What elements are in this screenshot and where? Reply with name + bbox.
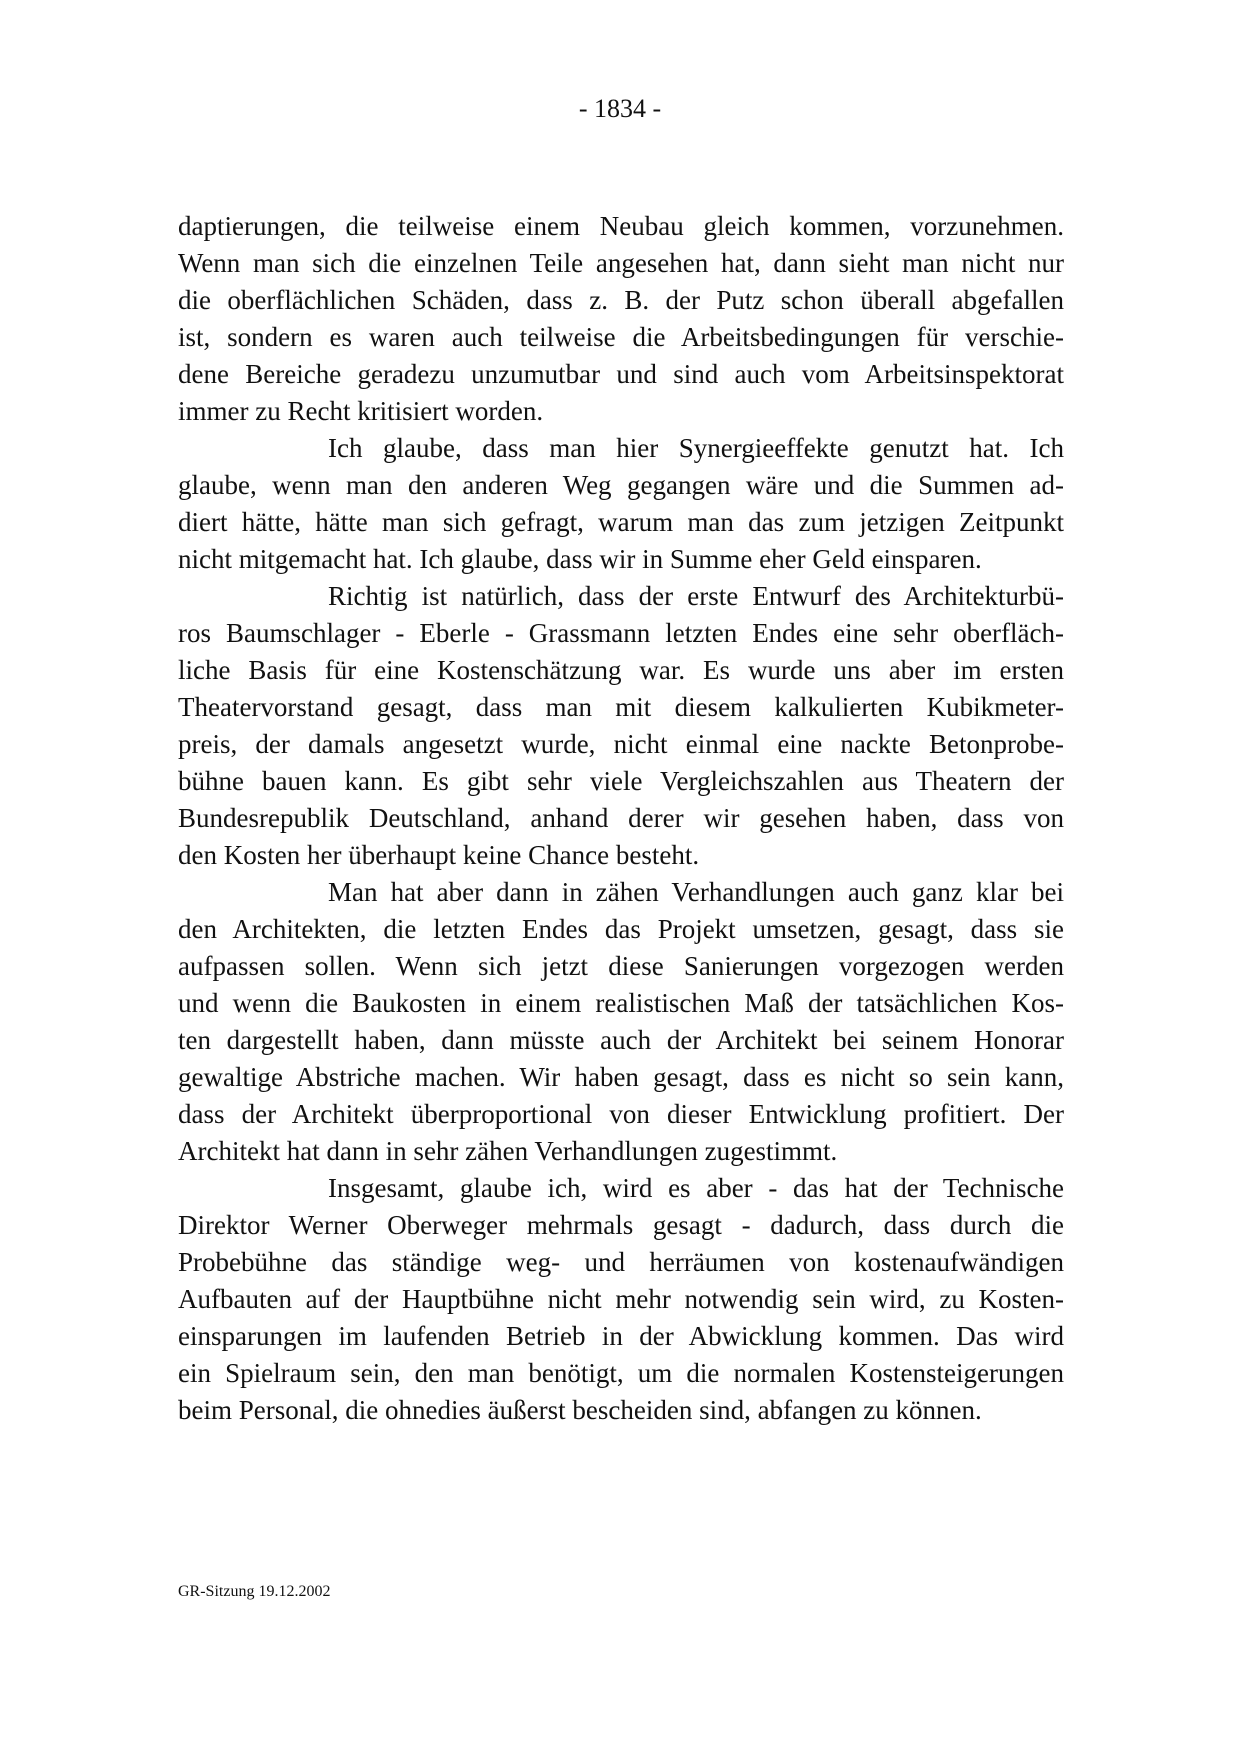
text-line: ein Spielraum sein, den man benötigt, um die normalen Kostensteigerungen (178, 1358, 1064, 1388)
text-line: diert hätte, hätte man sich gefragt, warum man das zum jetzigen Zeitpunkt (178, 507, 1064, 537)
text-line: dass der Architekt überproportional von dieser Entwicklung profitiert. Der (178, 1099, 1064, 1129)
page-number: - 1834 - (578, 94, 662, 123)
text-line: die oberflächlichen Schäden, dass z. B. der Putz schon überall abgefallen (178, 285, 1064, 315)
text-line: Theatervorstand gesagt, dass man mit diesem kalkulierten Kubikmeter- (178, 692, 1064, 722)
text-line: beim Personal, die ohnedies äußerst bescheiden sind, abfangen zu können. (178, 1395, 982, 1425)
text-line: preis, der damals angesetzt wurde, nicht einmal eine nackte Betonprobe- (178, 729, 1064, 759)
text-line: ist, sondern es waren auch teilweise die Arbeitsbedingungen für verschie- (178, 322, 1064, 352)
text-line: Direktor Werner Oberweger mehrmals gesagt - dadurch, dass durch die (178, 1210, 1064, 1240)
text-line: gewaltige Abstriche machen. Wir haben gesagt, dass es nicht so sein kann, (178, 1062, 1064, 1092)
text-line: Ich glaube, dass man hier Synergieeffekte genutzt hat. Ich (328, 433, 1064, 463)
text-line: Insgesamt, glaube ich, wird es aber - das hat der Technische (328, 1173, 1064, 1203)
text-line: nicht mitgemacht hat. Ich glaube, dass wir in Summe eher Geld einsparen. (178, 544, 982, 574)
text-line: daptierungen, die teilweise einem Neubau gleich kommen, vorzunehmen. (178, 211, 1064, 241)
paragraph-1 (178, 208, 1064, 430)
text-line: glaube, wenn man den anderen Weg gegangen wäre und die Summen ad- (178, 470, 1064, 500)
text-line: einsparungen im laufenden Betrieb in der Abwicklung kommen. Das wird (178, 1321, 1064, 1351)
text-line: und wenn die Baukosten in einem realistischen Maß der tatsächlichen Kos- (178, 988, 1064, 1018)
text-line: Bundesrepublik Deutschland, anhand derer wir gesehen haben, dass von (178, 803, 1064, 833)
text-line: ten dargestellt haben, dann müsste auch der Architekt bei seinem Honorar (178, 1025, 1064, 1055)
text-line: Architekt hat dann in sehr zähen Verhandlungen zugestimmt. (178, 1136, 838, 1166)
paragraph-2 (178, 430, 1064, 578)
text-line: den Kosten her überhaupt keine Chance besteht. (178, 840, 700, 870)
paragraph-3 (178, 578, 1064, 874)
paragraph-4 (178, 874, 1064, 1170)
text-line: ros Baumschlager - Eberle - Grassmann letzten Endes eine sehr oberfläch- (178, 618, 1064, 648)
footer-session-date: GR-Sitzung 19.12.2002 (178, 1583, 331, 1600)
text-line: aufpassen sollen. Wenn sich jetzt diese Sanierungen vorgezogen werden (178, 951, 1064, 981)
text-line: den Architekten, die letzten Endes das Projekt umsetzen, gesagt, dass sie (178, 914, 1064, 944)
text-line: Man hat aber dann in zähen Verhandlungen auch ganz klar bei (328, 877, 1064, 907)
text-line: Probebühne das ständige weg- und herräumen von kostenaufwändigen (178, 1247, 1064, 1277)
body-text (178, 208, 1064, 1429)
text-line: Aufbauten auf der Hauptbühne nicht mehr notwendig sein wird, zu Kosten- (178, 1284, 1064, 1314)
paragraph-5 (178, 1170, 1064, 1429)
text-line: bühne bauen kann. Es gibt sehr viele Vergleichszahlen aus Theatern der (178, 766, 1064, 796)
text-line: immer zu Recht kritisiert worden. (178, 396, 544, 426)
text-line: Richtig ist natürlich, dass der erste Entwurf des Architekturbü- (328, 581, 1064, 611)
text-line: liche Basis für eine Kostenschätzung war. Es wurde uns aber im ersten (178, 655, 1064, 685)
text-line: Wenn man sich die einzelnen Teile angesehen hat, dann sieht man nicht nur (178, 248, 1064, 278)
text-line: dene Bereiche geradezu unzumutbar und sind auch vom Arbeitsinspektorat (178, 359, 1064, 389)
